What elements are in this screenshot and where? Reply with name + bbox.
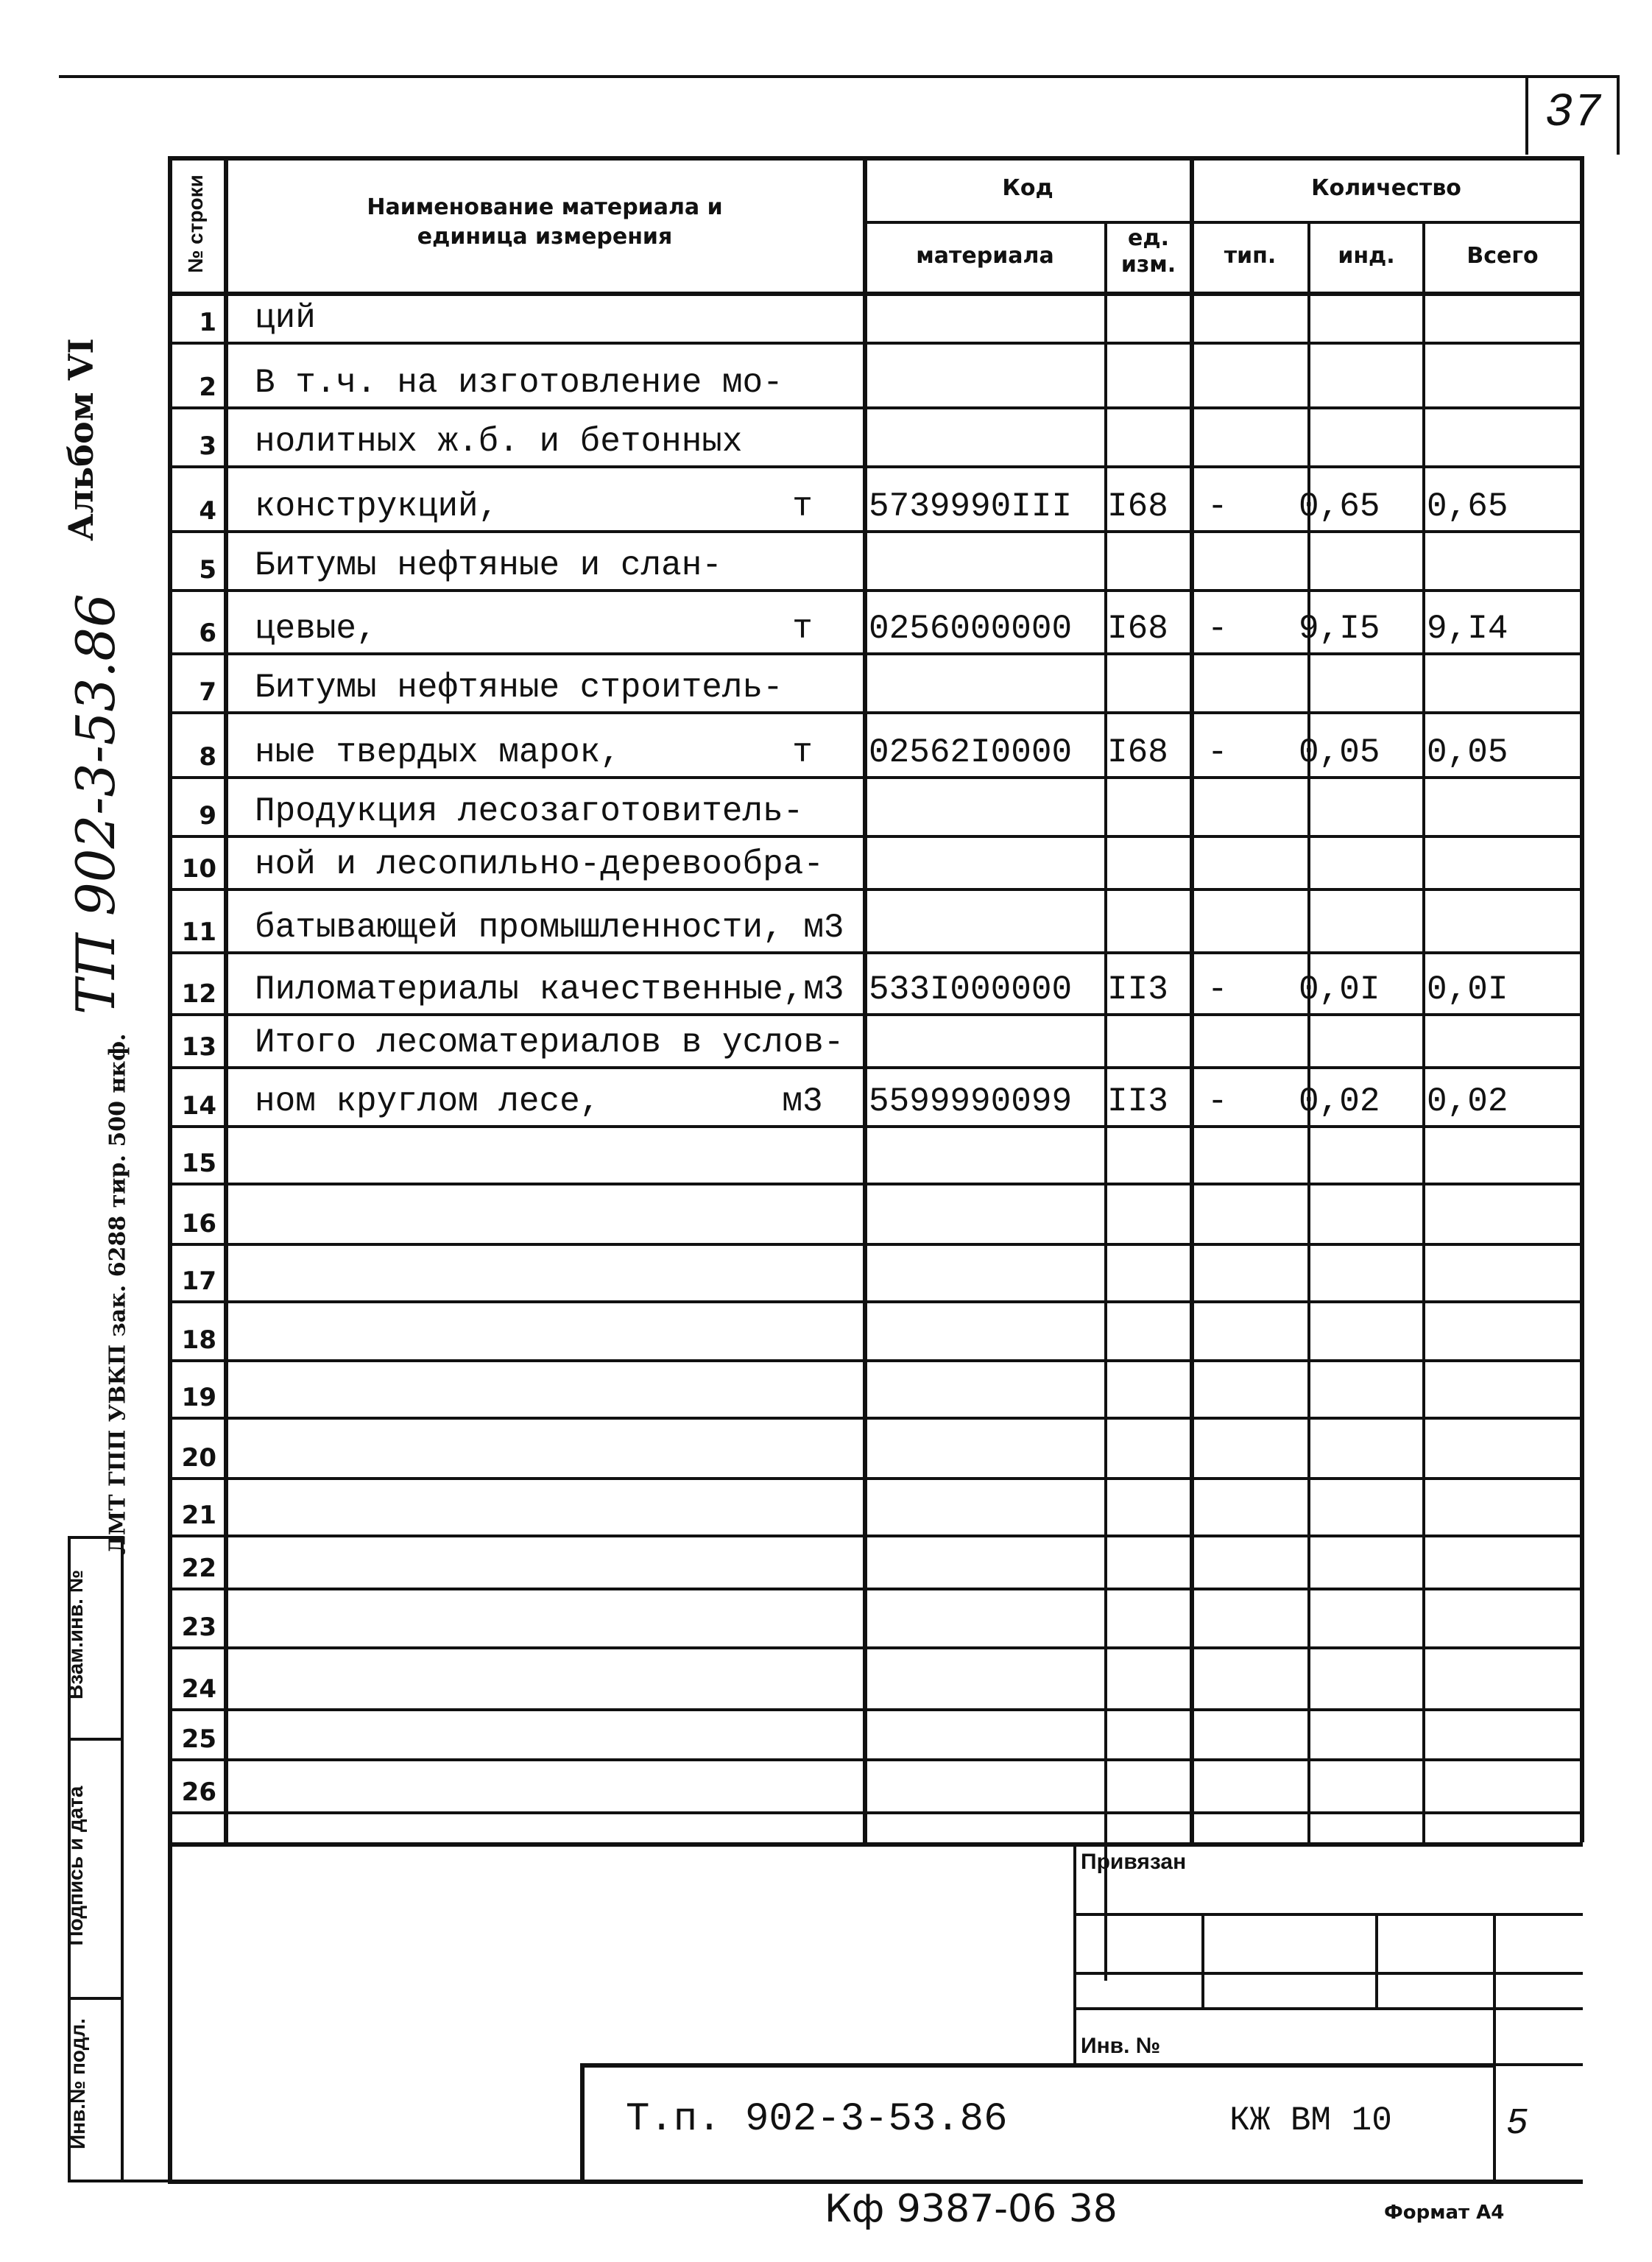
page-number-box-left bbox=[1525, 75, 1528, 155]
row-number: 14 bbox=[181, 1091, 216, 1121]
header-code: Код bbox=[1002, 175, 1053, 201]
qty-ind: 0,05 bbox=[1299, 733, 1380, 772]
material-code: 5599990099 bbox=[869, 1082, 1073, 1121]
material-code: 02562I0000 bbox=[869, 733, 1073, 772]
row-divider bbox=[168, 1183, 1583, 1185]
row-number: 22 bbox=[181, 1554, 216, 1583]
header-code-unit: ед. изм. bbox=[1120, 225, 1176, 278]
page-number: 37 bbox=[1545, 87, 1602, 140]
sheet-code: КЖ ВМ 10 bbox=[1229, 2101, 1392, 2140]
row-number: 4 bbox=[199, 496, 216, 526]
row-divider bbox=[168, 888, 1583, 891]
row-divider bbox=[168, 951, 1583, 954]
row-divider bbox=[168, 1535, 1583, 1537]
material-name: Итого лесоматериалов в услов- bbox=[255, 1023, 844, 1062]
row-number: 2 bbox=[199, 373, 216, 402]
qty-total: 0,05 bbox=[1427, 733, 1508, 772]
header-qty-ind: инд. bbox=[1338, 243, 1395, 269]
row-number: 10 bbox=[181, 854, 216, 884]
material-name: батывающей промышленности, м3 bbox=[255, 909, 844, 947]
row-number: 9 bbox=[199, 801, 216, 831]
row-number: 7 bbox=[199, 677, 216, 707]
row-number: 20 bbox=[181, 1443, 216, 1473]
material-name: цевые, bbox=[255, 610, 377, 648]
qty-ind: 0,0I bbox=[1299, 970, 1380, 1009]
row-divider bbox=[168, 530, 1583, 533]
row-divider bbox=[168, 1359, 1583, 1362]
stamp-signature-date: Подпись и дата bbox=[64, 1786, 87, 1946]
page-number-box-right bbox=[1617, 75, 1620, 155]
header-quantity: Количество bbox=[1311, 175, 1461, 201]
row-number: 25 bbox=[181, 1724, 216, 1754]
qty-typ: - bbox=[1207, 733, 1228, 772]
row-divider bbox=[168, 1243, 1583, 1246]
privyazan-label: Привязан bbox=[1081, 1850, 1187, 1874]
format-label: Формат А4 bbox=[1384, 2202, 1505, 2224]
qty-total: 0,65 bbox=[1427, 487, 1508, 526]
inv-no-label: Инв. № bbox=[1081, 2034, 1161, 2058]
row-divider bbox=[168, 711, 1583, 714]
row-divider bbox=[168, 1708, 1583, 1711]
row-divider bbox=[168, 776, 1583, 779]
header-qty-typ: тип. bbox=[1224, 243, 1277, 269]
material-unit: т bbox=[792, 487, 813, 526]
material-name: ной и лесопильно-деревообра- bbox=[255, 845, 824, 884]
row-divider bbox=[168, 1811, 1583, 1814]
print-info-vertical: ЛМТ ГПП УВКП зак. 6288 тир. 500 нкф. bbox=[105, 1033, 131, 1555]
row-divider bbox=[168, 1417, 1583, 1420]
material-name: В т.ч. на изготовление мо- bbox=[255, 364, 783, 402]
unit-code: II3 bbox=[1107, 970, 1168, 1009]
row-number: 11 bbox=[181, 917, 216, 947]
row-number: 13 bbox=[181, 1032, 216, 1062]
qty-typ: - bbox=[1207, 487, 1228, 526]
qty-total: 0,0I bbox=[1427, 970, 1508, 1009]
header-row-number: № строки bbox=[184, 175, 207, 273]
row-number: 15 bbox=[181, 1149, 216, 1178]
row-number: 1 bbox=[199, 308, 216, 337]
unit-code: II3 bbox=[1107, 1082, 1168, 1121]
qty-total: 9,I4 bbox=[1427, 610, 1508, 648]
material-unit: т bbox=[792, 610, 813, 648]
header-name: Наименование материала и единица измерения bbox=[367, 194, 723, 250]
row-number: 26 bbox=[181, 1777, 216, 1807]
row-divider bbox=[168, 1758, 1583, 1761]
row-number: 24 bbox=[181, 1674, 216, 1704]
qty-ind: 0,65 bbox=[1299, 487, 1380, 526]
row-divider bbox=[168, 406, 1583, 409]
project-number-vertical: ТП 902-3-53.86 bbox=[65, 593, 127, 1015]
row-number: 17 bbox=[181, 1266, 216, 1296]
unit-code: I68 bbox=[1107, 487, 1168, 526]
row-number: 6 bbox=[199, 619, 216, 648]
qty-typ: - bbox=[1207, 610, 1228, 648]
row-number: 5 bbox=[199, 555, 216, 585]
material-code: 5739990III bbox=[869, 487, 1073, 526]
row-number: 12 bbox=[181, 979, 216, 1009]
material-name: Битумы нефтяные и слан- bbox=[255, 546, 722, 585]
material-unit: т bbox=[792, 733, 813, 772]
row-number: 8 bbox=[199, 742, 216, 772]
material-name: ные твердых марок, bbox=[255, 733, 621, 772]
row-divider bbox=[168, 1125, 1583, 1128]
row-divider bbox=[168, 1013, 1583, 1016]
material-name: Продукция лесозаготовитель- bbox=[255, 792, 804, 831]
unit-code: I68 bbox=[1107, 733, 1168, 772]
material-name: нолитных ж.б. и бетонных bbox=[255, 423, 743, 461]
header-qty-total: Всего bbox=[1466, 243, 1539, 269]
material-unit: м3 bbox=[782, 1082, 823, 1121]
qty-total: 0,02 bbox=[1427, 1082, 1508, 1121]
material-name: ций bbox=[255, 299, 316, 337]
material-name: Битумы нефтяные строитель- bbox=[255, 669, 783, 707]
sheet-number: 5 bbox=[1506, 2103, 1529, 2145]
material-name: ном круглом лесе, bbox=[255, 1082, 601, 1121]
row-divider bbox=[168, 1588, 1583, 1590]
row-number: 19 bbox=[181, 1383, 216, 1412]
row-number: 16 bbox=[181, 1209, 216, 1239]
designation: Т.п. 902-3-53.86 bbox=[626, 2097, 1008, 2142]
qty-typ: - bbox=[1207, 970, 1228, 1009]
top-border bbox=[59, 75, 1620, 78]
row-divider bbox=[168, 1066, 1583, 1069]
row-divider bbox=[168, 1477, 1583, 1480]
row-divider bbox=[168, 835, 1583, 838]
row-number: 18 bbox=[181, 1325, 216, 1355]
qty-typ: - bbox=[1207, 1082, 1228, 1121]
row-number: 3 bbox=[199, 431, 216, 461]
stamp-inv-podl: Инв.№ подл. bbox=[66, 2018, 89, 2150]
row-divider bbox=[168, 1646, 1583, 1649]
material-code: 533I000000 bbox=[869, 970, 1073, 1009]
stamp-vzam-inv: Взам.инв. № bbox=[64, 1570, 87, 1699]
album-label: Альбом VI bbox=[61, 338, 101, 541]
material-name: Пиломатериалы качественные,м3 bbox=[255, 970, 844, 1009]
row-divider bbox=[168, 1300, 1583, 1303]
material-name: конструкций, bbox=[255, 487, 499, 526]
row-divider bbox=[168, 342, 1583, 345]
qty-ind: 9,I5 bbox=[1299, 610, 1380, 648]
row-divider bbox=[168, 652, 1583, 655]
header-code-material: материала bbox=[916, 243, 1054, 269]
row-divider bbox=[168, 465, 1583, 468]
qty-ind: 0,02 bbox=[1299, 1082, 1380, 1121]
material-code: 0256000000 bbox=[869, 610, 1073, 648]
row-number: 23 bbox=[181, 1613, 216, 1642]
row-number: 21 bbox=[181, 1501, 216, 1530]
archive-number: Кф 9387-06 38 bbox=[825, 2187, 1118, 2231]
unit-code: I68 bbox=[1107, 610, 1168, 648]
row-divider bbox=[168, 589, 1583, 592]
